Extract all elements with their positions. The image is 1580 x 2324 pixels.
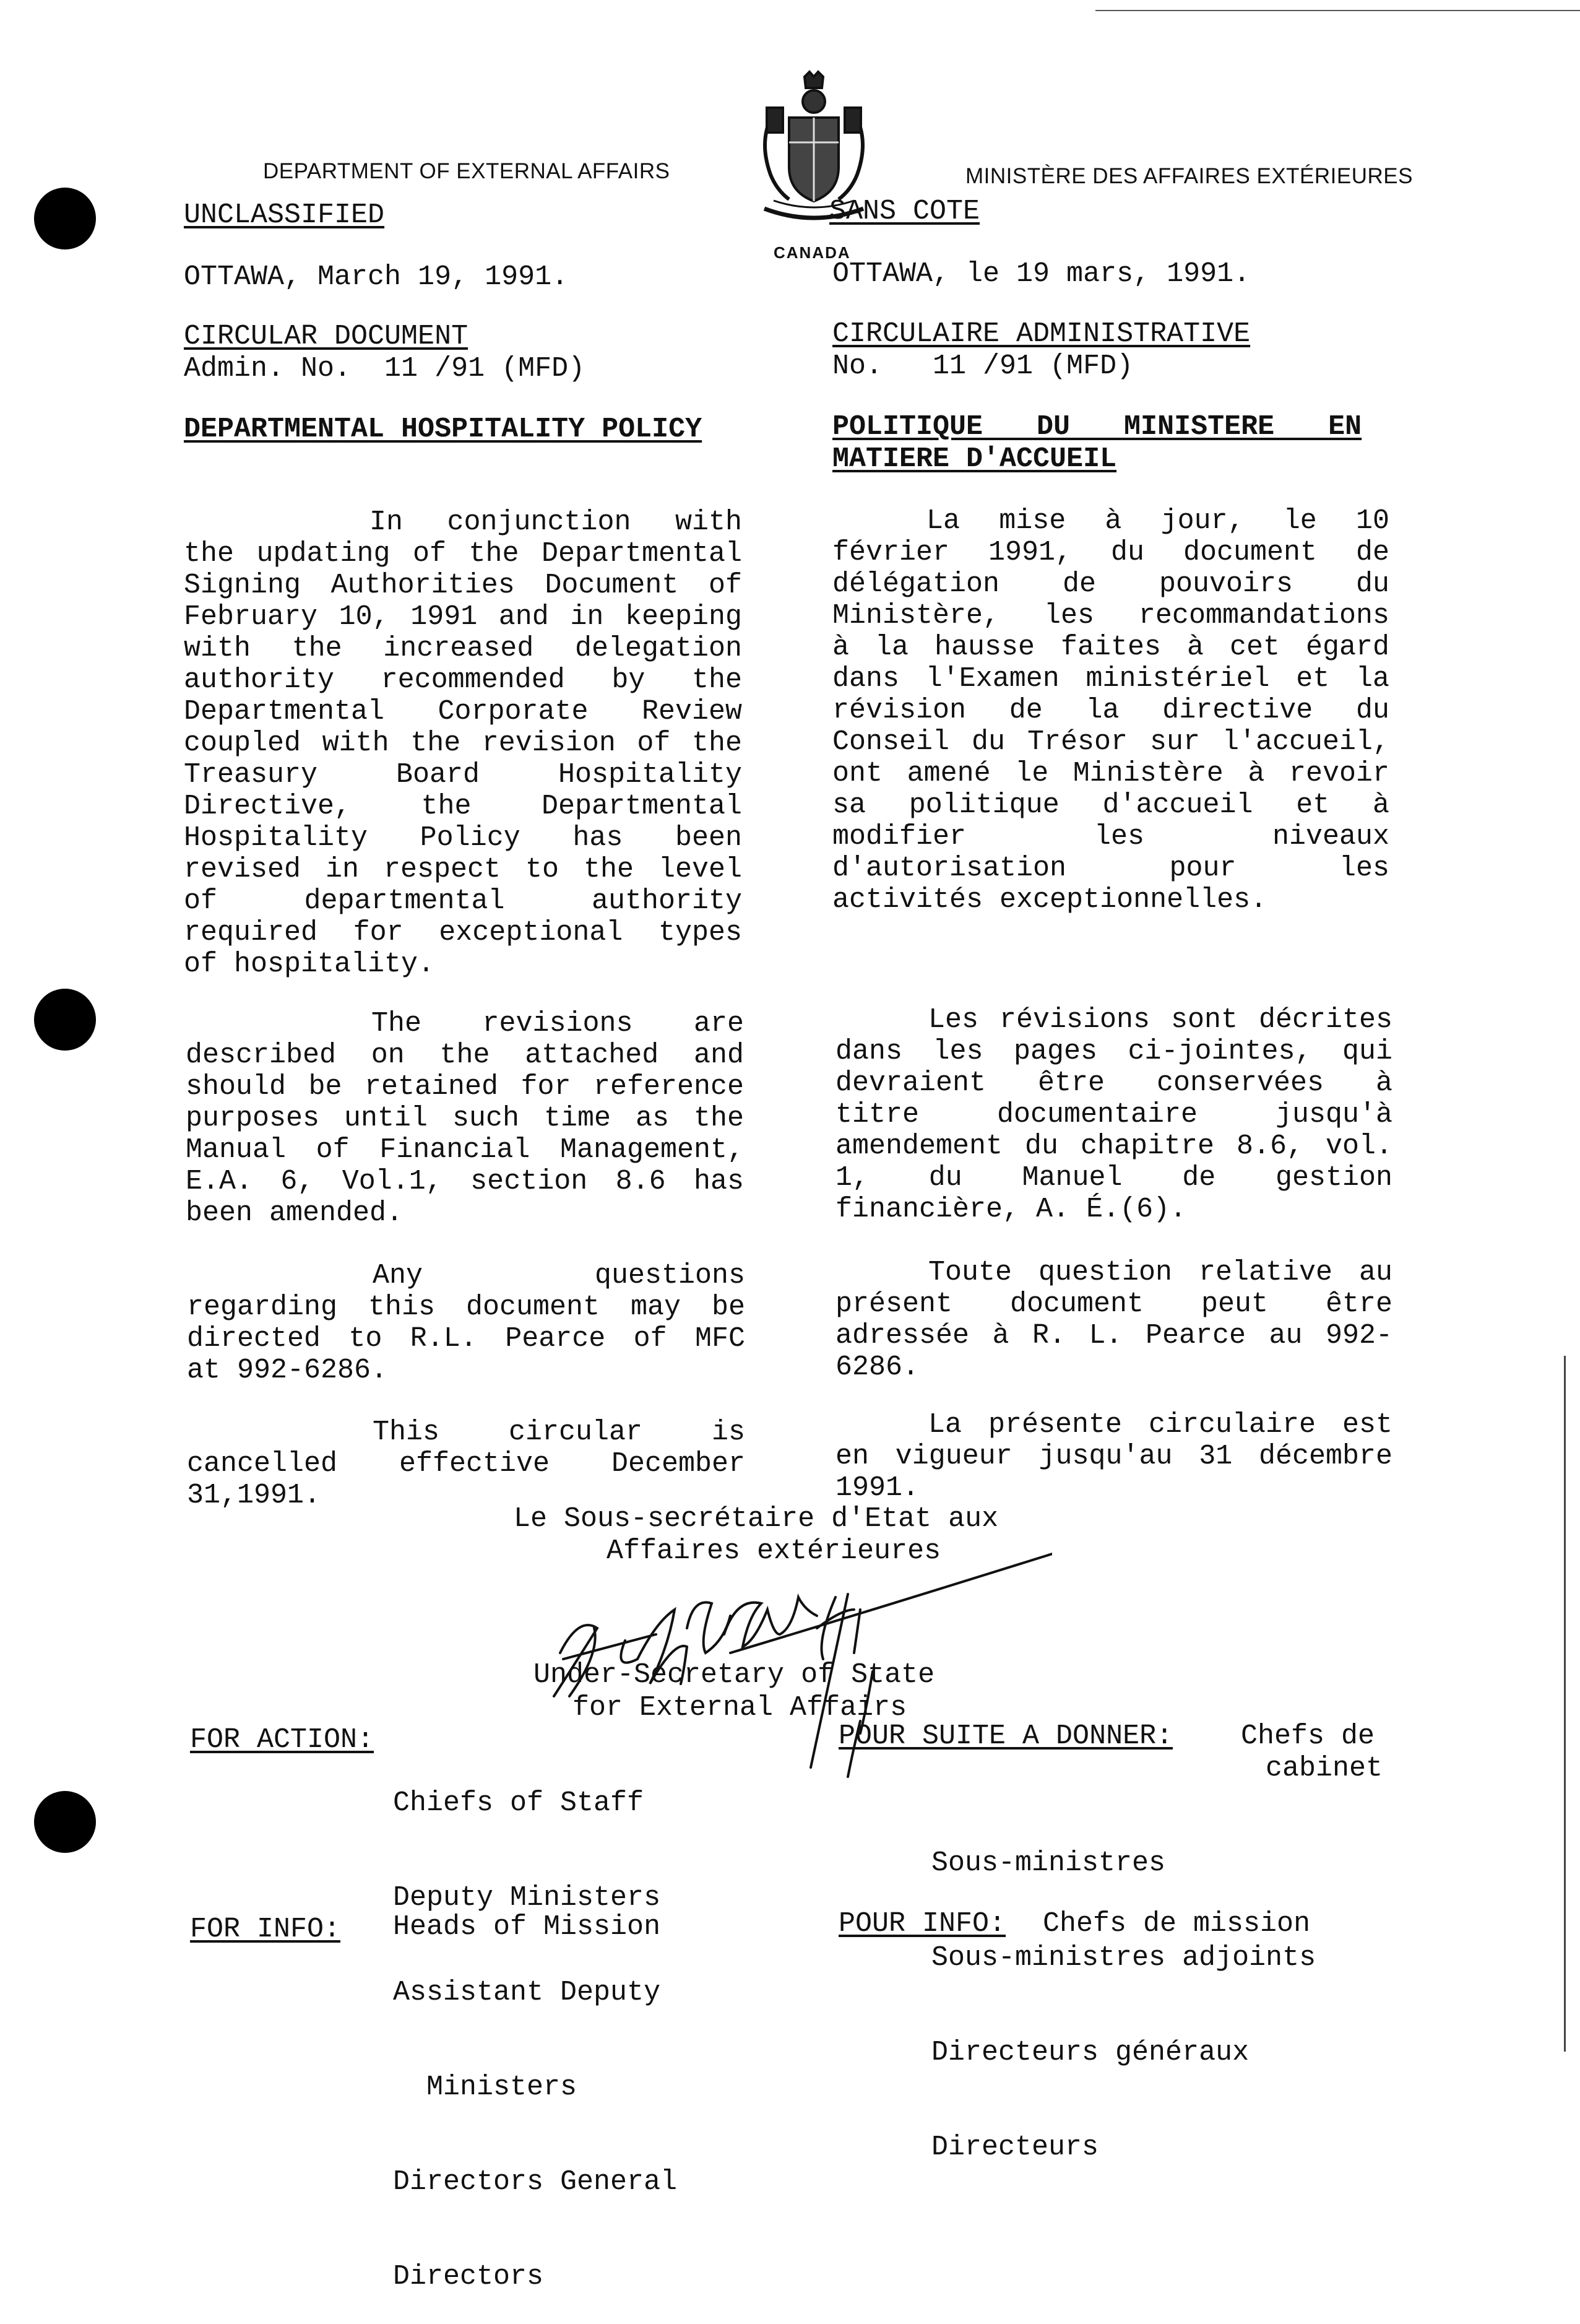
- text-line: 1, du Manuel de gestion: [835, 1162, 1392, 1194]
- text-line: délégation de pouvoirs du: [832, 568, 1389, 600]
- for-action-first-fr: Chefs de: [1241, 1720, 1375, 1752]
- text-line: been amended.: [186, 1197, 404, 1229]
- paragraph-fr-1: [832, 505, 1389, 916]
- paragraph-en-3: [187, 1260, 745, 1386]
- for-action-list-en: [393, 1724, 677, 2324]
- distribution-item: Directeurs généraux: [931, 2037, 1250, 2068]
- text-line: Toute question relative au: [928, 1257, 1392, 1288]
- paragraph-en-1: [184, 506, 742, 980]
- paragraph-fr-2: [835, 1004, 1392, 1225]
- for-action-label-en: FOR ACTION:: [190, 1724, 374, 1756]
- signature-title-en-2: for External Affairs: [572, 1692, 907, 1723]
- text-line: à la hausse faites à cet égard: [832, 631, 1389, 663]
- classification-fr: SANS COTE: [829, 196, 980, 227]
- distribution-item: Assistant Deputy: [393, 1977, 661, 2008]
- text-line: coupled with the revision of the: [184, 727, 742, 759]
- right-edge-line: [1564, 1356, 1566, 2052]
- text-line: Ministère, les recommandations: [832, 600, 1389, 631]
- signature-title-fr-2: Affaires extérieures: [607, 1535, 941, 1567]
- text-line: dans les pages ci-jointes, qui: [835, 1036, 1392, 1067]
- signature-title-en-1: Under-Secretary of State: [533, 1659, 935, 1691]
- dateline-fr: OTTAWA, le 19 mars, 1991.: [832, 258, 1251, 290]
- text-line: In conjunction with: [369, 506, 742, 538]
- text-line: révision de la directive du: [832, 695, 1389, 726]
- text-line: The revisions are: [371, 1008, 744, 1039]
- text-line: Manual of Financial Management,: [186, 1134, 744, 1166]
- for-action-first-fr-cont: cabinet: [1266, 1753, 1383, 1784]
- text-line: février 1991, du document de: [832, 537, 1389, 568]
- text-line: amendement du chapitre 8.6, vol.: [835, 1130, 1392, 1162]
- distribution-item: Directors: [393, 2261, 544, 2292]
- distribution-item: Ministers: [393, 2071, 577, 2103]
- text-line: E.A. 6, Vol.1, section 8.6 has: [186, 1166, 744, 1197]
- distribution-item: Directors General: [393, 2166, 678, 2198]
- text-line: Conseil du Trésor sur l'accueil,: [832, 726, 1389, 758]
- signature-title-fr-1: Le Sous-secrétaire d'Etat aux: [514, 1503, 999, 1535]
- for-info-item-en: Heads of Mission: [393, 1911, 661, 1943]
- text-line: dans l'Examen ministériel et la: [832, 663, 1389, 695]
- text-line: titre documentaire jusqu'à: [835, 1099, 1392, 1130]
- for-info-item-fr: Chefs de mission: [1043, 1908, 1311, 1940]
- paragraph-en-4: [187, 1416, 745, 1511]
- text-line: of departmental authority: [184, 885, 742, 917]
- for-info-label-en: FOR INFO:: [190, 1914, 341, 1945]
- text-line: This circular is: [373, 1416, 745, 1448]
- text-line: directed to R.L. Pearce of MFC: [187, 1323, 745, 1355]
- text-line: 31,1991.: [187, 1480, 321, 1511]
- text-line: Departmental Corporate Review: [184, 696, 742, 727]
- doc-number-en: Admin. No. 11 /91 (MFD): [184, 353, 585, 384]
- text-line: Directive, the Departmental: [184, 791, 742, 822]
- text-line: of hospitality.: [184, 948, 435, 980]
- text-line: présent document peut être: [835, 1288, 1392, 1320]
- text-line: activités exceptionnelles.: [832, 884, 1267, 916]
- text-line: Hospitality Policy has been: [184, 822, 742, 854]
- for-action-label-fr: POUR SUITE A DONNER:: [839, 1720, 1173, 1752]
- doc-type-en: CIRCULAR DOCUMENT: [184, 321, 468, 352]
- text-line: purposes until such time as the: [186, 1103, 744, 1134]
- distribution-item: Sous-ministres: [931, 1847, 1166, 1879]
- text-line: adressée à R. L. Pearce au 992-: [835, 1320, 1392, 1351]
- text-line: 6286.: [835, 1351, 920, 1383]
- dateline-en: OTTAWA, March 19, 1991.: [184, 261, 569, 293]
- classification-en: UNCLASSIFIED: [184, 199, 385, 231]
- text-line: cancelled effective December: [187, 1448, 745, 1480]
- distribution-item: Sous-ministres adjoints: [931, 1942, 1316, 1974]
- distribution-item: Deputy Ministers: [393, 1882, 661, 1914]
- text-line: Any questions: [373, 1260, 745, 1291]
- text-line: sa politique d'accueil et à: [832, 789, 1389, 821]
- for-action-list-fr: [931, 1784, 1316, 2195]
- doc-type-fr: CIRCULAIRE ADMINISTRATIVE: [832, 318, 1251, 350]
- paragraph-fr-4: [835, 1409, 1392, 1504]
- paragraph-fr-3: [835, 1257, 1392, 1383]
- text-line: Treasury Board Hospitality: [184, 759, 742, 791]
- text-line: d'autorisation pour les: [832, 852, 1389, 884]
- department-name-en: DEPARTMENT OF EXTERNAL AFFAIRS: [263, 159, 670, 183]
- text-line: Signing Authorities Document of: [184, 570, 742, 601]
- punch-hole-top: [34, 188, 96, 249]
- text-line: ont amené le Ministère à revoir: [832, 758, 1389, 789]
- punch-hole-middle: [34, 989, 96, 1051]
- for-info-label-fr: POUR INFO:: [839, 1908, 1006, 1940]
- text-line: modifier les niveaux: [832, 821, 1389, 852]
- distribution-item: Directeurs: [931, 2131, 1099, 2163]
- text-line: authority recommended by the: [184, 664, 742, 696]
- text-line: revised in respect to the level: [184, 854, 742, 885]
- title-en: DEPARTMENTAL HOSPITALITY POLICY: [184, 414, 702, 445]
- punch-hole-bottom: [34, 1791, 96, 1853]
- text-line: described on the attached and: [186, 1039, 744, 1071]
- text-line: La présente circulaire est: [928, 1409, 1392, 1441]
- text-line: the updating of the Departmental: [184, 538, 742, 570]
- top-edge-line: [1095, 10, 1580, 11]
- text-line: devraient être conservées à: [835, 1067, 1392, 1099]
- title-fr-line1: POLITIQUE DU MINISTERE EN: [832, 411, 1362, 443]
- text-line: with the increased delegation: [184, 633, 742, 664]
- text-line: 1991.: [835, 1472, 920, 1504]
- text-line: en vigueur jusqu'au 31 décembre: [835, 1441, 1392, 1472]
- doc-number-fr: No. 11 /91 (MFD): [832, 350, 1134, 382]
- country-label: CANADA: [774, 243, 851, 262]
- text-line: should be retained for reference: [186, 1071, 744, 1103]
- text-line: at 992-6286.: [187, 1355, 388, 1386]
- text-line: required for exceptional types: [184, 917, 742, 948]
- text-line: La mise à jour, le 10: [926, 505, 1389, 537]
- title-fr-line2: MATIERE D'ACCUEIL: [832, 443, 1117, 475]
- text-line: financière, A. É.(6).: [835, 1194, 1187, 1225]
- text-line: Les révisions sont décrites: [928, 1004, 1392, 1036]
- text-line: February 10, 1991 and in keeping: [184, 601, 742, 633]
- text-line: regarding this document may be: [187, 1291, 745, 1323]
- department-name-fr: MINISTÈRE DES AFFAIRES EXTÉRIEURES: [965, 164, 1413, 188]
- distribution-item: Chiefs of Staff: [393, 1787, 644, 1819]
- paragraph-en-2: [186, 1008, 744, 1229]
